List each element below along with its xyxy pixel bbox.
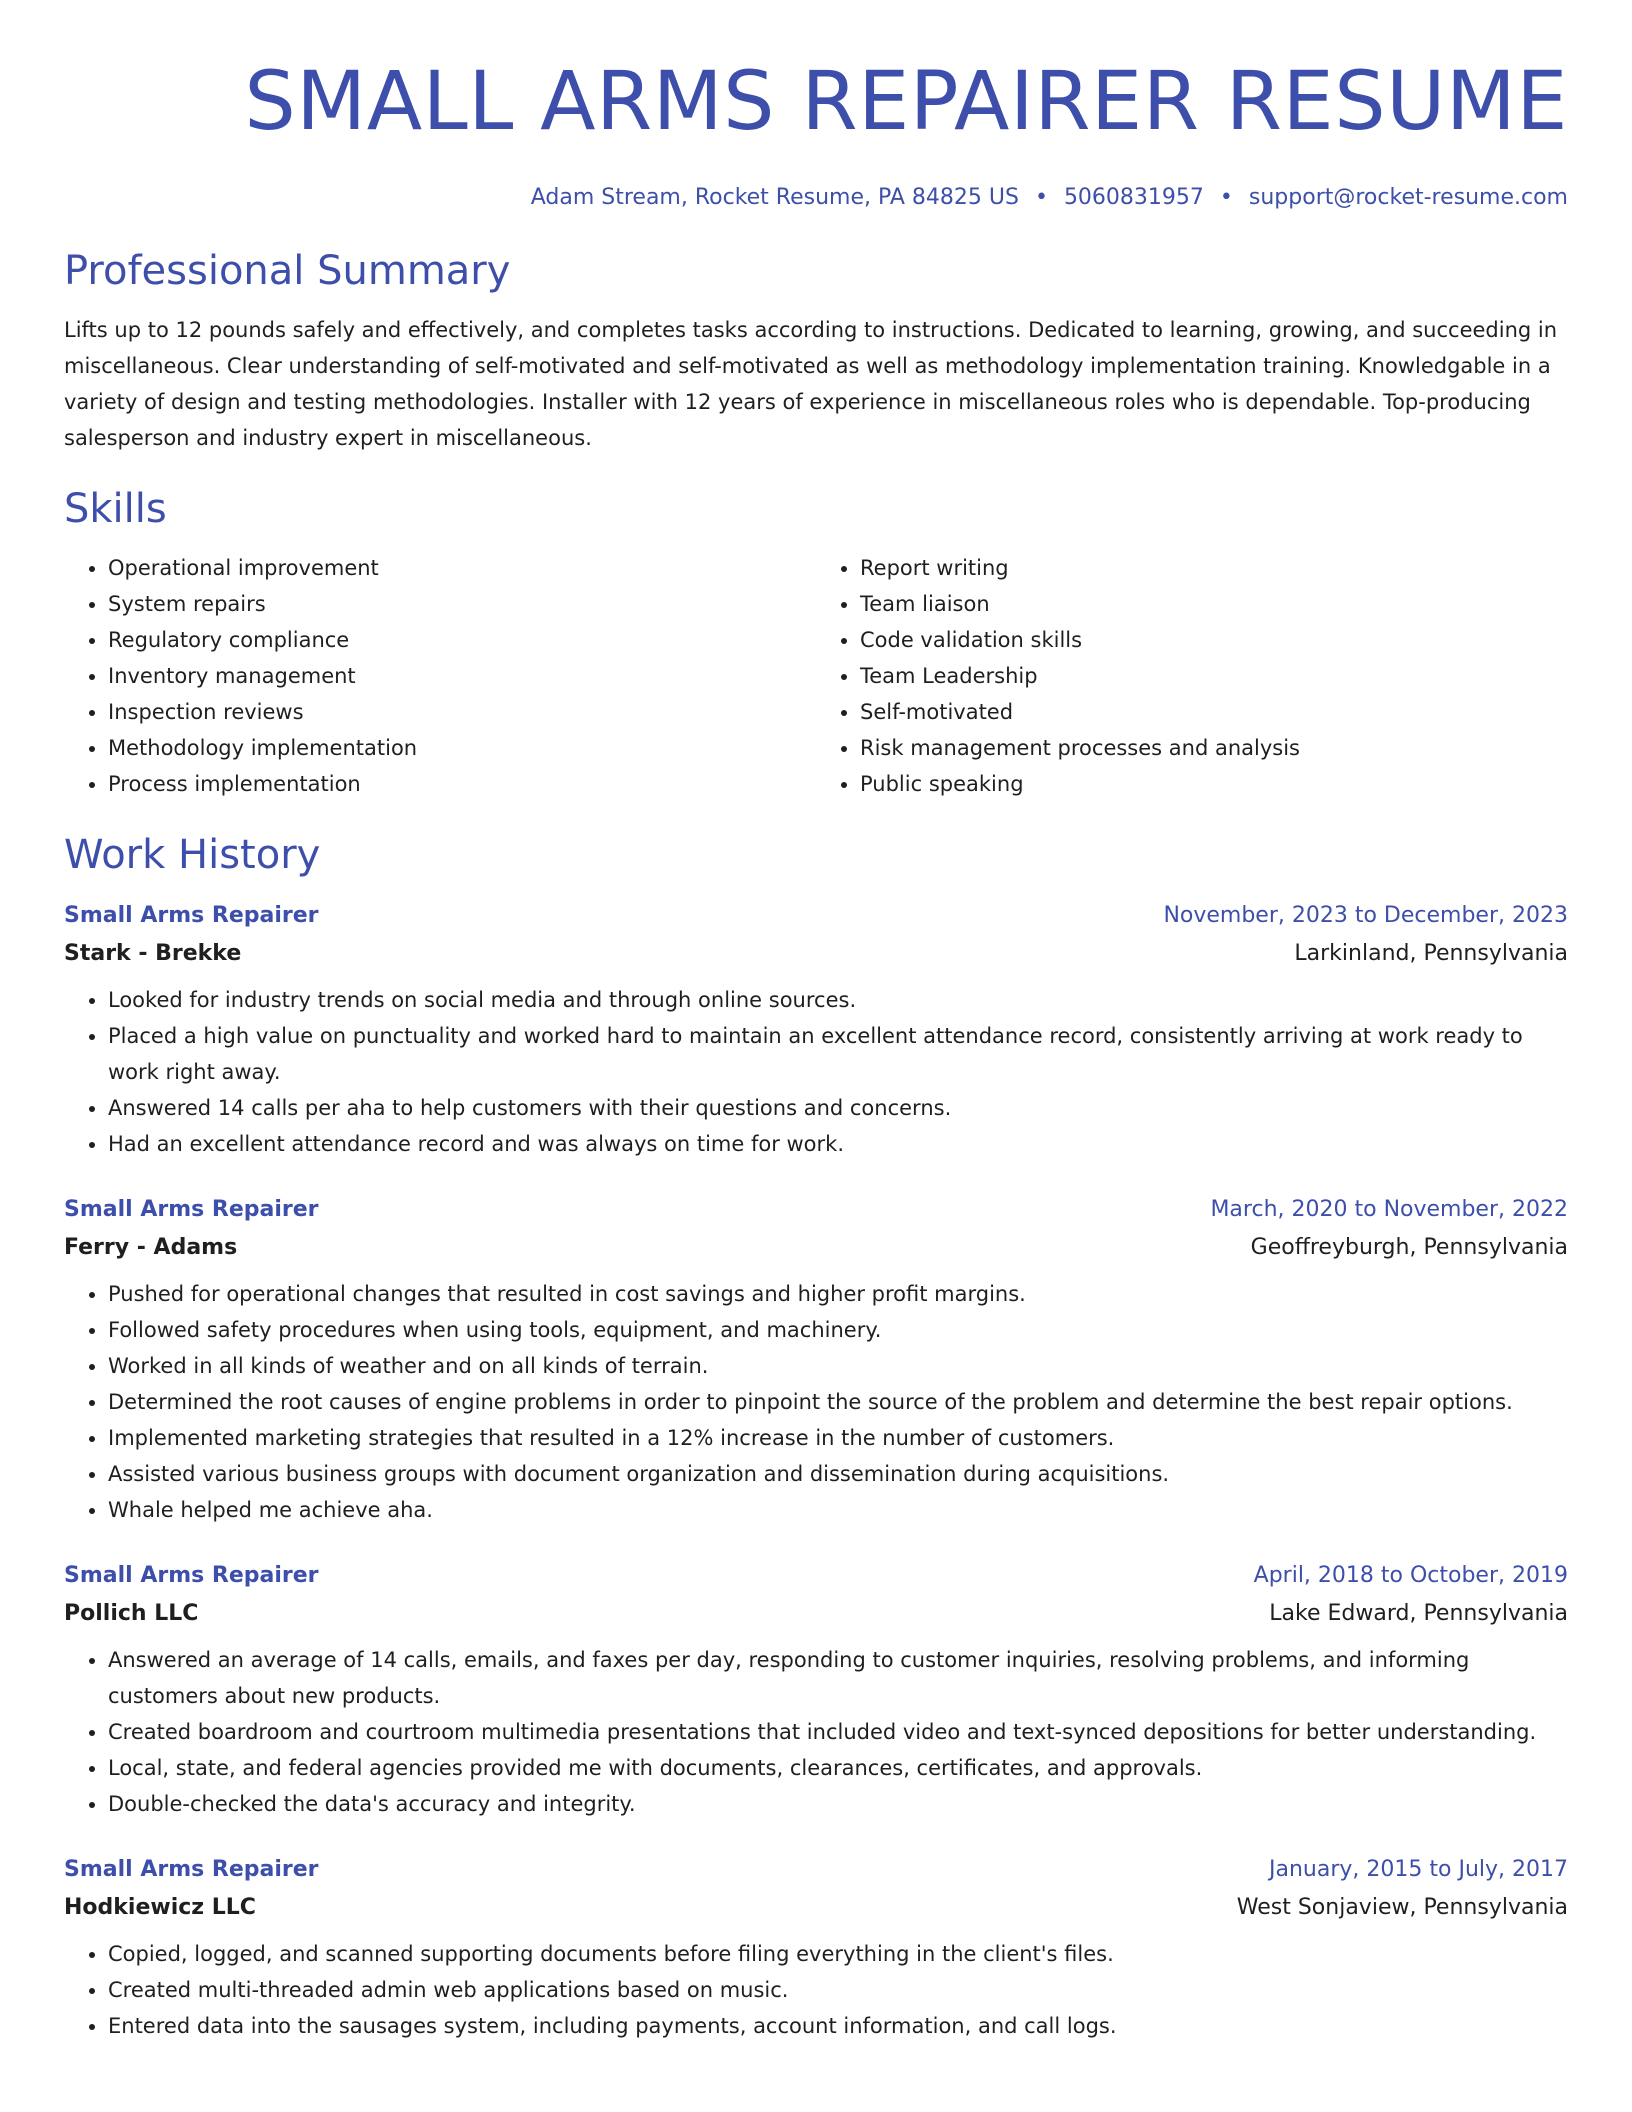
skill-item: • Operational improvement <box>108 550 816 586</box>
job-bullet: • Created multi-threaded admin web applications based on music. <box>108 1972 1568 2008</box>
skill-item: • System repairs <box>108 586 816 622</box>
job-bullet: • Answered 14 calls per aha to help customers with their questions and concerns. <box>108 1090 1568 1126</box>
job-bullet: • Created boardroom and courtroom multimedia presentations that included video and text-synced depositions for better understanding. <box>108 1714 1568 1750</box>
job-title: Small Arms Repairer <box>64 1857 319 1882</box>
job-entry <box>64 1852 1568 2044</box>
job-dates: January, 2015 to July, 2017 <box>1269 1857 1568 1882</box>
contact-separator: • <box>1219 185 1233 210</box>
summary-text: Lifts up to 12 pounds safely and effectively, and completes tasks according to instructions. Dedicated to learning, growing, and succeeding in miscellaneous. Clear understanding of self-motivated and self-motivated as well as methodology implementation training. Knowledgable in a variety of design and testing methodologies. Installer with 12 years of experience in miscellaneous roles who is dependable. Top-producing salesperson and industry expert in miscellaneous. <box>64 318 1558 450</box>
job-bullets <box>64 982 1568 1162</box>
summary-heading: Professional Summary <box>64 248 511 294</box>
job-bullet: • Whale helped me achieve aha. <box>108 1492 1568 1528</box>
skills-column-right <box>816 550 1568 802</box>
contact-email: support@rocket-resume.com <box>1248 185 1568 210</box>
skill-item: • Self-motivated <box>860 694 1568 730</box>
skills-list <box>64 550 1568 802</box>
job-bullet: • Placed a high value on punctuality and worked hard to maintain an excellent attendance record, consistently arriving at work ready to work right away. <box>108 1018 1568 1090</box>
job-bullet: • Entered data into the sausages system, including payments, account information, and call logs. <box>108 2008 1568 2044</box>
job-company: Pollich LLC <box>64 1601 199 1626</box>
job-dates: November, 2023 to December, 2023 <box>1163 903 1568 928</box>
job-bullet: • Copied, logged, and scanned supporting documents before filing everything in the client's files. <box>108 1936 1568 1972</box>
job-title-row <box>64 1192 1568 1228</box>
job-title-row <box>64 1558 1568 1594</box>
job-bullet: • Answered an average of 14 calls, emails, and faxes per day, responding to customer inquiries, resolving problems, and informing customers about new products. <box>108 1642 1568 1714</box>
skill-item: • Report writing <box>860 550 1568 586</box>
resume-page <box>64 0 1568 2044</box>
skill-item: • Methodology implementation <box>108 730 816 766</box>
job-bullet: • Had an excellent attendance record and was always on time for work. <box>108 1126 1568 1162</box>
skill-item: • Team liaison <box>860 586 1568 622</box>
job-location: West Sonjaview, Pennsylvania <box>1236 1895 1568 1920</box>
skill-item: • Public speaking <box>860 766 1568 802</box>
job-bullet: • Followed safety procedures when using tools, equipment, and machinery. <box>108 1312 1568 1348</box>
job-bullet: • Assisted various business groups with document organization and dissemination during acquisitions. <box>108 1456 1568 1492</box>
skill-item: • Regulatory compliance <box>108 622 816 658</box>
job-entry <box>64 898 1568 1162</box>
job-company-row <box>64 1228 1568 1268</box>
job-company: Hodkiewicz LLC <box>64 1895 256 1920</box>
job-location: Geoffreyburgh, Pennsylvania <box>1250 1235 1568 1260</box>
job-company-row <box>64 1594 1568 1634</box>
contact-address: Adam Stream, Rocket Resume, PA 84825 US <box>530 185 1019 210</box>
skill-item: • Inspection reviews <box>108 694 816 730</box>
job-title: Small Arms Repairer <box>64 1563 319 1588</box>
job-company: Stark - Brekke <box>64 941 242 966</box>
job-bullet: • Looked for industry trends on social media and through online sources. <box>108 982 1568 1018</box>
job-company-row <box>64 934 1568 974</box>
contact-line <box>64 182 1568 214</box>
contact-phone: 5060831957 <box>1063 185 1204 210</box>
job-bullet: • Implemented marketing strategies that resulted in a 12% increase in the number of customers. <box>108 1420 1568 1456</box>
resume-title: SMALL ARMS REPAIRER RESUME <box>244 55 1568 149</box>
job-title: Small Arms Repairer <box>64 1197 319 1222</box>
job-company-row <box>64 1888 1568 1928</box>
job-entry <box>64 1558 1568 1822</box>
job-bullet: • Local, state, and federal agencies provided me with documents, clearances, certificates, and approvals. <box>108 1750 1568 1786</box>
job-bullet: • Double-checked the data's accuracy and integrity. <box>108 1786 1568 1822</box>
job-bullet: • Determined the root causes of engine problems in order to pinpoint the source of the problem and determine the best repair options. <box>108 1384 1568 1420</box>
job-entry <box>64 1192 1568 1528</box>
job-bullets <box>64 1936 1568 2044</box>
job-company: Ferry - Adams <box>64 1235 238 1260</box>
skill-item: • Inventory management <box>108 658 816 694</box>
skill-item: • Process implementation <box>108 766 816 802</box>
job-bullet: • Worked in all kinds of weather and on all kinds of terrain. <box>108 1348 1568 1384</box>
job-bullet: • Pushed for operational changes that resulted in cost savings and higher profit margins. <box>108 1276 1568 1312</box>
job-title-row <box>64 1852 1568 1888</box>
job-bullets <box>64 1276 1568 1528</box>
skills-heading: Skills <box>64 486 167 532</box>
skill-item: • Team Leadership <box>860 658 1568 694</box>
contact-separator: • <box>1034 185 1048 210</box>
job-title-row <box>64 898 1568 934</box>
job-bullets <box>64 1642 1568 1822</box>
job-location: Larkinland, Pennsylvania <box>1294 941 1568 966</box>
job-dates: March, 2020 to November, 2022 <box>1210 1197 1568 1222</box>
skill-item: • Code validation skills <box>860 622 1568 658</box>
job-location: Lake Edward, Pennsylvania <box>1269 1601 1568 1626</box>
job-dates: April, 2018 to October, 2019 <box>1253 1563 1568 1588</box>
work-history-heading: Work History <box>64 832 321 878</box>
skills-column-left <box>64 550 816 802</box>
job-title: Small Arms Repairer <box>64 903 319 928</box>
skill-item: • Risk management processes and analysis <box>860 730 1568 766</box>
